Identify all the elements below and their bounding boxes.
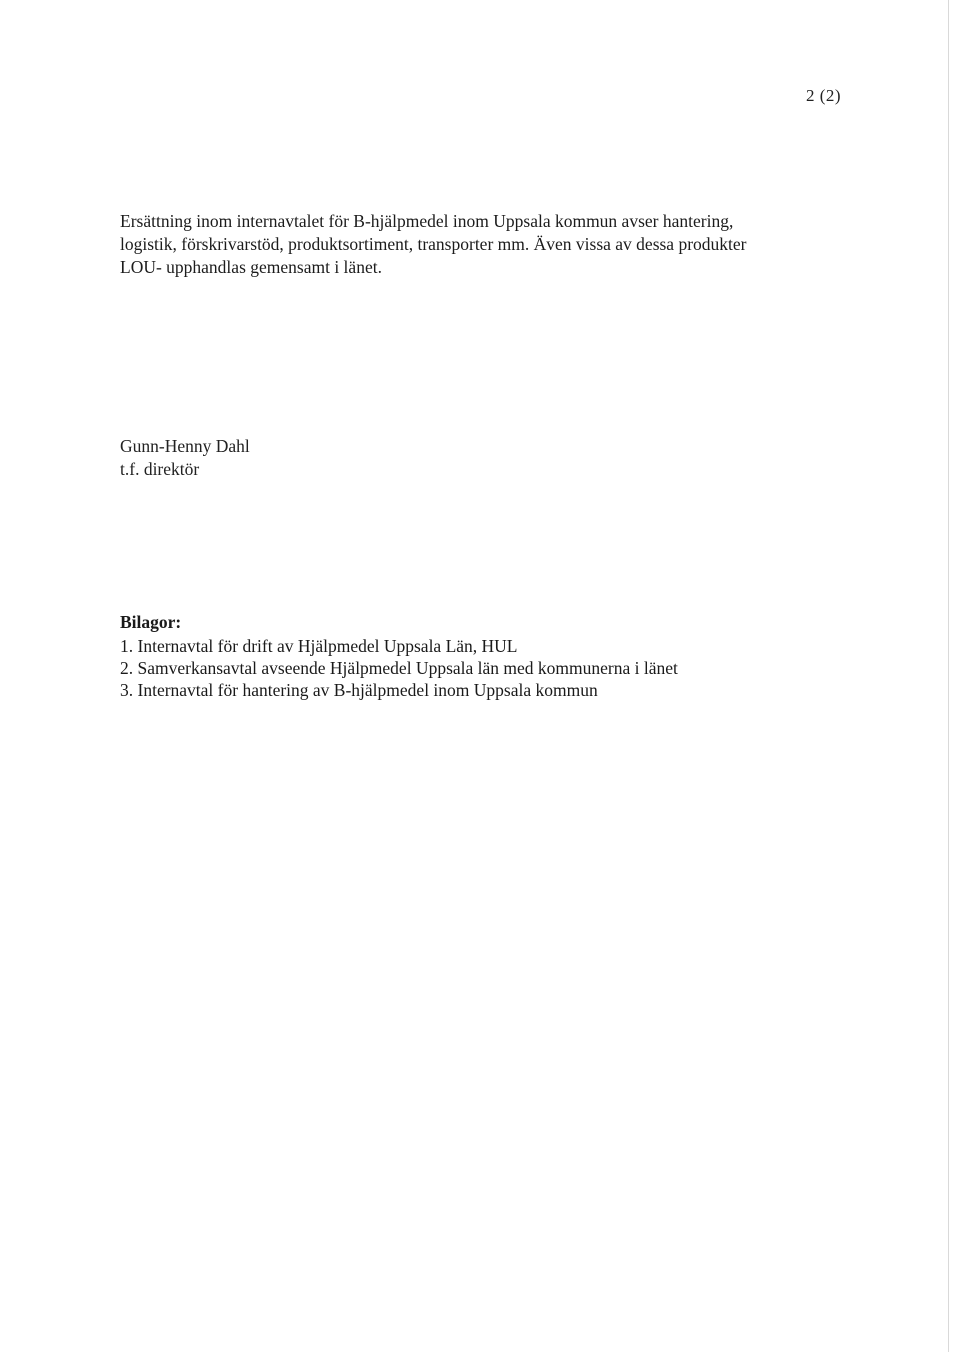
body-paragraph bbox=[120, 210, 840, 279]
attachment-item: 2. Samverkansavtal avseende Hjälpmedel Uppsala län med kommunerna i länet bbox=[120, 658, 678, 678]
signatory-name: Gunn-Henny Dahl bbox=[120, 436, 250, 456]
signature-block bbox=[120, 435, 250, 481]
page-edge-line bbox=[948, 0, 949, 1352]
attachments-heading: Bilagor: bbox=[120, 612, 182, 632]
attachments-section bbox=[120, 611, 840, 701]
attachment-item: 3. Internavtal för hantering av B-hjälpmedel inom Uppsala kommun bbox=[120, 680, 598, 700]
attachments-list bbox=[120, 635, 840, 701]
body-line: logistik, förskrivarstöd, produktsortiment, transporter mm. Även vissa av dessa produkter bbox=[120, 234, 747, 254]
page-number: 2 (2) bbox=[806, 86, 842, 105]
signatory-title: t.f. direktör bbox=[120, 459, 200, 479]
attachment-item: 1. Internavtal för drift av Hjälpmedel Uppsala Län, HUL bbox=[120, 636, 518, 656]
body-line: Ersättning inom internavtalet för B-hjälpmedel inom Uppsala kommun avser hantering, bbox=[120, 211, 734, 231]
body-line: LOU- upphandlas gemensamt i länet. bbox=[120, 257, 382, 277]
